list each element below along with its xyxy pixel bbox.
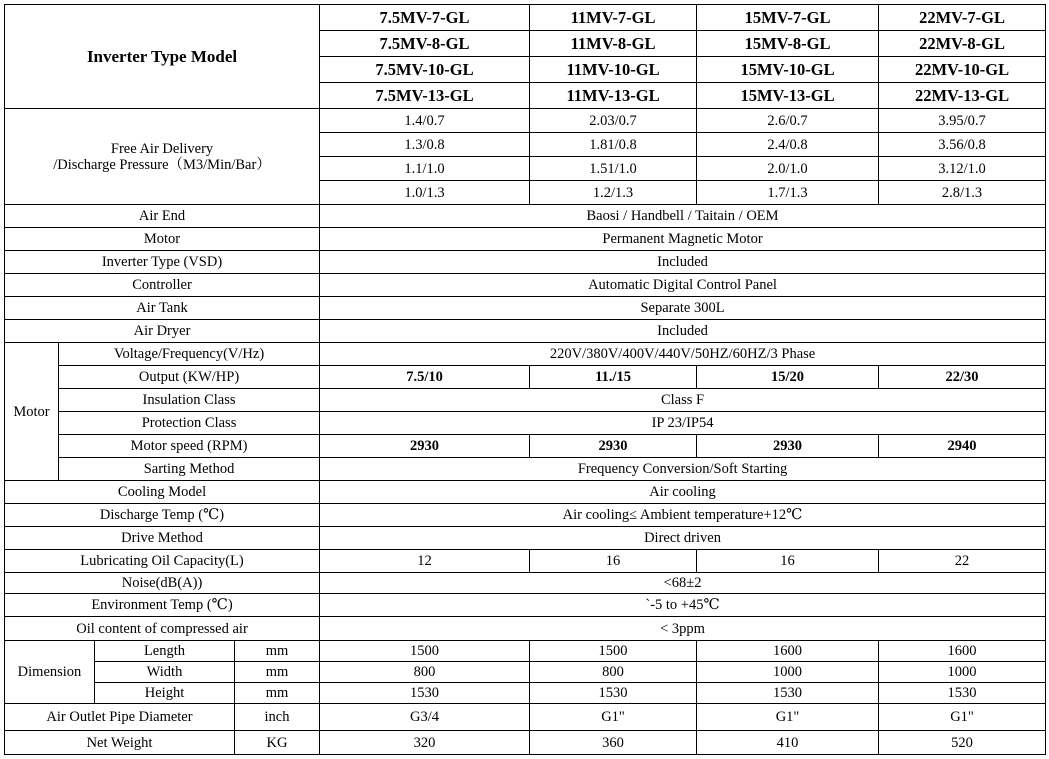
motor-row [5,228,1046,251]
inverter-type-model-label: Inverter Type Model [5,5,320,109]
air-dryer-label: Air Dryer [5,320,320,343]
noise-row [5,573,1046,594]
model-cell: 11MV-7-GL [530,5,697,31]
motor-group-label: Motor [5,343,59,481]
model-cell: 15MV-13-GL [697,83,879,109]
speed-cell: 2930 [697,435,879,458]
protection-value: IP 23/IP54 [320,412,1046,435]
length-unit: mm [235,641,320,662]
controller-value: Automatic Digital Control Panel [320,274,1046,297]
outlet-cell: G1" [697,704,879,731]
outlet-cell: G1" [879,704,1046,731]
free-air-label-line2: /Discharge Pressure（M3/Min/Bar） [53,156,271,173]
height-label: Height [95,683,235,704]
spec-table [4,4,1046,755]
model-cell: 11MV-10-GL [530,57,697,83]
speed-cell: 2930 [530,435,697,458]
model-cell: 7.5MV-10-GL [320,57,530,83]
free-air-cell: 1.51/1.0 [530,157,697,181]
free-air-label-line1: Free Air Delivery [110,140,214,157]
air-tank-label: Air Tank [5,297,320,320]
noise-label: Noise(dB(A)) [5,573,320,594]
starting-value: Frequency Conversion/Soft Starting [320,458,1046,481]
free-air-cell: 2.6/0.7 [697,109,879,133]
length-cell: 1600 [697,641,879,662]
output-row [5,366,1046,389]
protection-label: Protection Class [59,412,320,435]
oil-content-label: Oil content of compressed air [5,617,320,641]
free-air-cell: 2.8/1.3 [879,181,1046,205]
oil-cell: 16 [530,550,697,573]
width-unit: mm [235,662,320,683]
drive-label: Drive Method [5,527,320,550]
cooling-label: Cooling Model [5,481,320,504]
model-cell: 22MV-8-GL [879,31,1046,57]
oil-cell: 16 [697,550,879,573]
free-air-delivery-label [5,109,320,205]
length-label: Length [95,641,235,662]
insulation-label: Insulation Class [59,389,320,412]
air-dryer-row [5,320,1046,343]
free-air-cell: 3.56/0.8 [879,133,1046,157]
weight-cell: 410 [697,731,879,755]
noise-value: <68±2 [320,573,1046,594]
width-cell: 1000 [879,662,1046,683]
inverter-row [5,251,1046,274]
length-cell: 1600 [879,641,1046,662]
motor-value: Permanent Magnetic Motor [320,228,1046,251]
air-dryer-value: Included [320,320,1046,343]
insulation-value: Class F [320,389,1046,412]
model-cell: 22MV-7-GL [879,5,1046,31]
width-label: Width [95,662,235,683]
speed-cell: 2930 [320,435,530,458]
height-cell: 1530 [530,683,697,704]
drive-row [5,527,1046,550]
free-air-cell: 1.81/0.8 [530,133,697,157]
width-cell: 800 [320,662,530,683]
output-cell: 11./15 [530,366,697,389]
width-row [5,662,1046,683]
air-tank-row [5,297,1046,320]
oil-cell: 12 [320,550,530,573]
air-end-label: Air End [5,205,320,228]
discharge-temp-row [5,504,1046,527]
free-air-cell: 3.12/1.0 [879,157,1046,181]
free-air-cell: 1.7/1.3 [697,181,879,205]
discharge-temp-value: Air cooling≤ Ambient temperature+12℃ [320,504,1046,527]
oil-row [5,550,1046,573]
length-cell: 1500 [530,641,697,662]
output-cell: 15/20 [697,366,879,389]
free-air-cell: 1.3/0.8 [320,133,530,157]
free-air-cell: 1.0/1.3 [320,181,530,205]
width-cell: 1000 [697,662,879,683]
insulation-row [5,389,1046,412]
height-cell: 1530 [879,683,1046,704]
weight-cell: 520 [879,731,1046,755]
height-cell: 1530 [697,683,879,704]
weight-row [5,731,1046,755]
protection-row [5,412,1046,435]
oil-label: Lubricating Oil Capacity(L) [5,550,320,573]
length-row [5,641,1046,662]
free-air-cell: 2.4/0.8 [697,133,879,157]
voltage-row [5,343,1046,366]
air-tank-value: Separate 300L [320,297,1046,320]
model-cell: 22MV-10-GL [879,57,1046,83]
output-label: Output (KW/HP) [59,366,320,389]
env-temp-value: `-5 to +45℃ [320,594,1046,617]
speed-row [5,435,1046,458]
weight-unit: KG [235,731,320,755]
free-air-cell: 2.03/0.7 [530,109,697,133]
cooling-row [5,481,1046,504]
outlet-cell: G1" [530,704,697,731]
oil-cell: 22 [879,550,1046,573]
controller-label: Controller [5,274,320,297]
height-row [5,683,1046,704]
voltage-value: 220V/380V/400V/440V/50HZ/60HZ/3 Phase [320,343,1046,366]
outlet-unit: inch [235,704,320,731]
height-unit: mm [235,683,320,704]
outlet-label: Air Outlet Pipe Diameter [5,704,235,731]
dimension-label: Dimension [5,641,95,704]
free-air-cell: 2.0/1.0 [697,157,879,181]
discharge-temp-label: Discharge Temp (℃) [5,504,320,527]
model-cell: 11MV-8-GL [530,31,697,57]
env-temp-row [5,594,1046,617]
drive-value: Direct driven [320,527,1046,550]
output-cell: 7.5/10 [320,366,530,389]
model-cell: 7.5MV-8-GL [320,31,530,57]
motor-label: Motor [5,228,320,251]
weight-label: Net Weight [5,731,235,755]
speed-cell: 2940 [879,435,1046,458]
free-air-cell: 3.95/0.7 [879,109,1046,133]
model-cell: 7.5MV-7-GL [320,5,530,31]
free-air-cell: 1.4/0.7 [320,109,530,133]
air-end-value: Baosi / Handbell / Taitain / OEM [320,205,1046,228]
free-air-row [5,109,1046,133]
output-cell: 22/30 [879,366,1046,389]
height-cell: 1530 [320,683,530,704]
controller-row [5,274,1046,297]
free-air-cell: 1.2/1.3 [530,181,697,205]
weight-cell: 360 [530,731,697,755]
model-cell: 15MV-7-GL [697,5,879,31]
cooling-value: Air cooling [320,481,1046,504]
model-cell: 15MV-8-GL [697,31,879,57]
oil-content-row [5,617,1046,641]
width-cell: 800 [530,662,697,683]
inverter-label: Inverter Type (VSD) [5,251,320,274]
weight-cell: 320 [320,731,530,755]
outlet-row [5,704,1046,731]
model-cell: 11MV-13-GL [530,83,697,109]
starting-row [5,458,1046,481]
model-cell: 22MV-13-GL [879,83,1046,109]
model-cell: 15MV-10-GL [697,57,879,83]
env-temp-label: Environment Temp (℃) [5,594,320,617]
length-cell: 1500 [320,641,530,662]
air-end-row [5,205,1046,228]
speed-label: Motor speed (RPM) [59,435,320,458]
inverter-value: Included [320,251,1046,274]
model-cell: 7.5MV-13-GL [320,83,530,109]
voltage-label: Voltage/Frequency(V/Hz) [59,343,320,366]
oil-content-value: < 3ppm [320,617,1046,641]
starting-label: Sarting Method [59,458,320,481]
free-air-cell: 1.1/1.0 [320,157,530,181]
outlet-cell: G3/4 [320,704,530,731]
header-row [5,5,1046,31]
